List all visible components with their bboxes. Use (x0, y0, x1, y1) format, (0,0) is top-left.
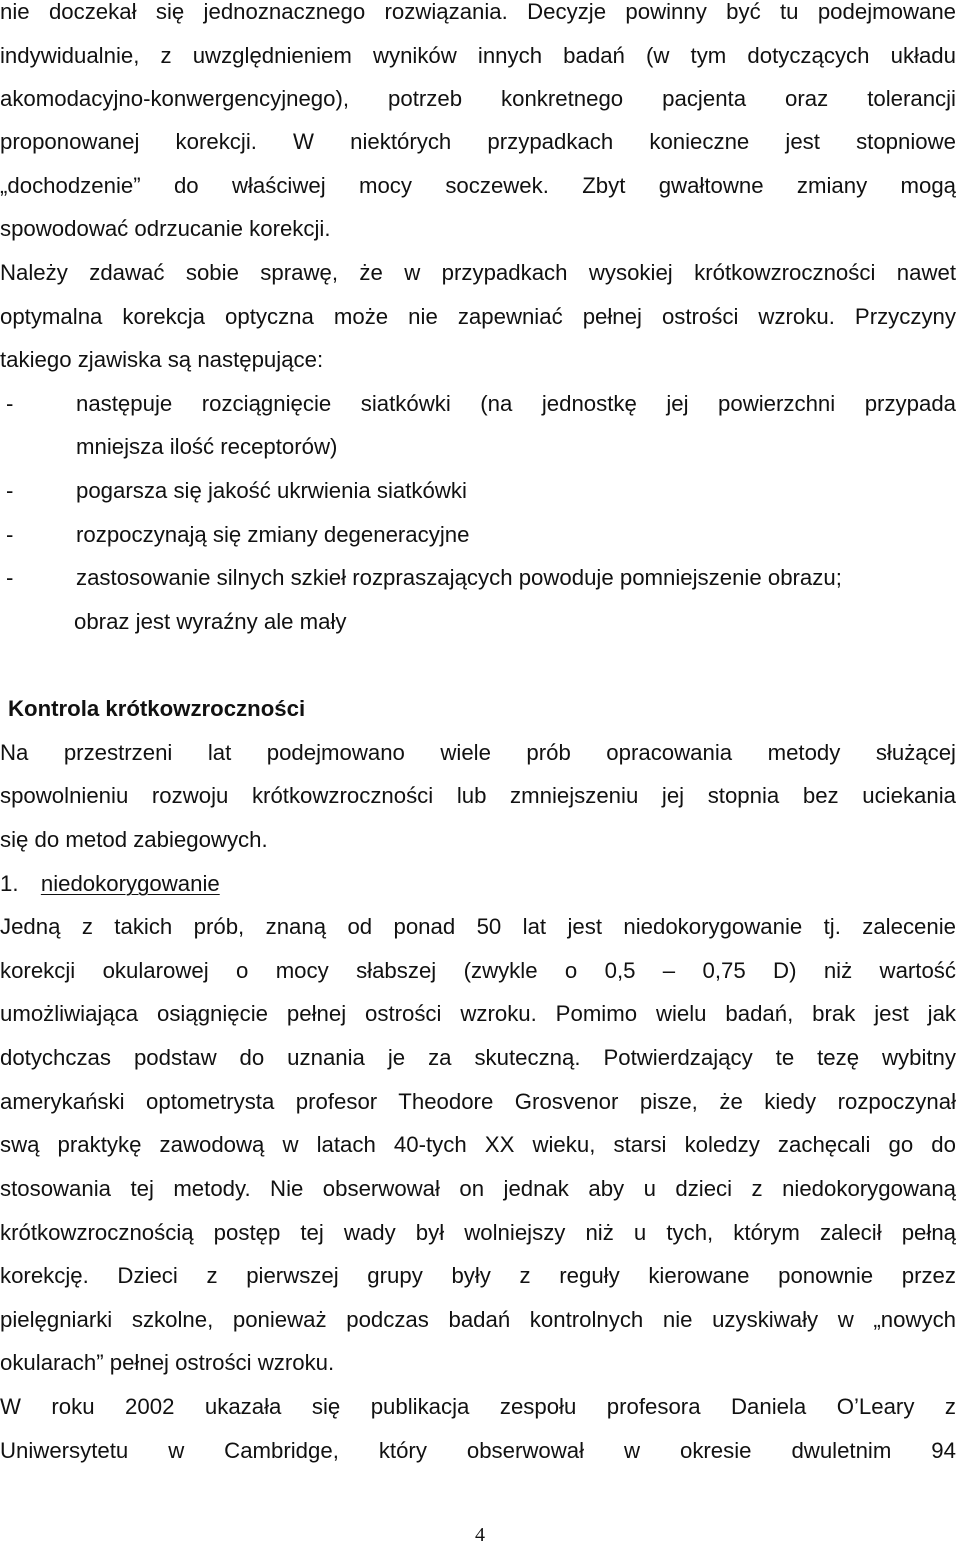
list-dash: - (6, 478, 14, 503)
paragraph-line: stosowania tej metody. Nie obserwował on jednak aby u dzieci z niedokorygowaną (0, 1176, 956, 1201)
paragraph-line: akomodacyjno-konwergencyjnego), potrzeb konkretnego pacjenta oraz tolerancji (0, 86, 956, 111)
paragraph-line: indywidualnie, z uwzględnieniem wyników innych badań (w tym dotyczących układu (0, 43, 956, 68)
paragraph-line: swą praktykę zawodową w latach 40-tych XX wieku, starsi koledzy zachęcali go do (0, 1132, 956, 1157)
paragraph-line: nie doczekał się jednoznacznego rozwiązania. Decyzje powinny być tu podejmowane (0, 0, 956, 24)
list-item-line: mniejsza ilość receptorów) (76, 434, 338, 459)
paragraph-line: okularach” pełnej ostrości wzroku. (0, 1350, 335, 1375)
list-item-line: obraz jest wyraźny ale mały (74, 609, 347, 634)
paragraph-line: Jedną z takich prób, znaną od ponad 50 lat jest niedokorygowanie tj. zalecenie (0, 914, 956, 939)
paragraph-line: krótkowzrocznością postęp tej wady był wolniejszy niż u tych, którym zalecił pełną (0, 1220, 956, 1245)
subsection-number: 1. (0, 871, 19, 896)
paragraph-line: amerykański optometrysta profesor Theodore Grosvenor pisze, że kiedy rozpoczynał (0, 1089, 956, 1114)
paragraph-line: Na przestrzeni lat podejmowano wiele prób opracowania metody służącej (0, 740, 956, 765)
page-number: 4 (475, 1524, 485, 1546)
list-dash: - (6, 565, 14, 590)
list-item-line: zastosowanie silnych szkieł rozpraszających powoduje pomniejszenie obrazu; (76, 565, 842, 590)
paragraph-line: Należy zdawać sobie sprawę, że w przypadkach wysokiej krótkowzroczności nawet (0, 260, 956, 285)
list-item-line: następuje rozciągnięcie siatkówki (na jednostkę jej powierzchni przypada (76, 391, 956, 416)
paragraph-line: „dochodzenie” do właściwej mocy soczewek. Zbyt gwałtowne zmiany mogą (0, 173, 956, 198)
list-dash: - (6, 391, 14, 416)
paragraph-line: się do metod zabiegowych. (0, 827, 268, 852)
paragraph-line: spowodować odrzucanie korekcji. (0, 216, 331, 241)
list-dash: - (6, 522, 14, 547)
paragraph-line: takiego zjawiska są następujące: (0, 347, 324, 372)
paragraph-line: proponowanej korekcji. W niektórych przypadkach konieczne jest stopniowe (0, 129, 956, 154)
section-heading: Kontrola krótkowzroczności (8, 696, 306, 721)
paragraph-line: W roku 2002 ukazała się publikacja zespołu profesora Daniela O’Leary z (0, 1394, 956, 1419)
subsection-heading (0, 869, 956, 899)
paragraph-line: Uniwersytetu w Cambridge, który obserwował w okresie dwuletnim 94 (0, 1438, 956, 1463)
list-item-line: rozpoczynają się zmiany degeneracyjne (76, 522, 470, 547)
paragraph-line: spowolnieniu rozwoju krótkowzroczności lub zmniejszeniu jej stopnia bez uciekania (0, 783, 956, 808)
paragraph-line: optymalna korekcja optyczna może nie zapewniać pełnej ostrości wzroku. Przyczyny (0, 304, 956, 329)
list-item-line: pogarsza się jakość ukrwienia siatkówki (76, 478, 467, 503)
paragraph-line: korekcji okularowej o mocy słabszej (zwykle o 0,5 – 0,75 D) niż wartość (0, 958, 956, 983)
subsection-title: niedokorygowanie (40, 871, 220, 896)
paragraph-line: korekcję. Dzieci z pierwszej grupy były z reguły kierowane ponownie przez (0, 1263, 956, 1288)
paragraph-line: pielęgniarki szkolne, ponieważ podczas badań kontrolnych nie uzyskiwały w „nowych (0, 1307, 956, 1332)
paragraph-line: dotychczas podstaw do uznania je za skuteczną. Potwierdzający te tezę wybitny (0, 1045, 956, 1070)
paragraph-line: umożliwiająca osiągnięcie pełnej ostrości wzroku. Pomimo wielu badań, brak jest jak (0, 1001, 956, 1026)
